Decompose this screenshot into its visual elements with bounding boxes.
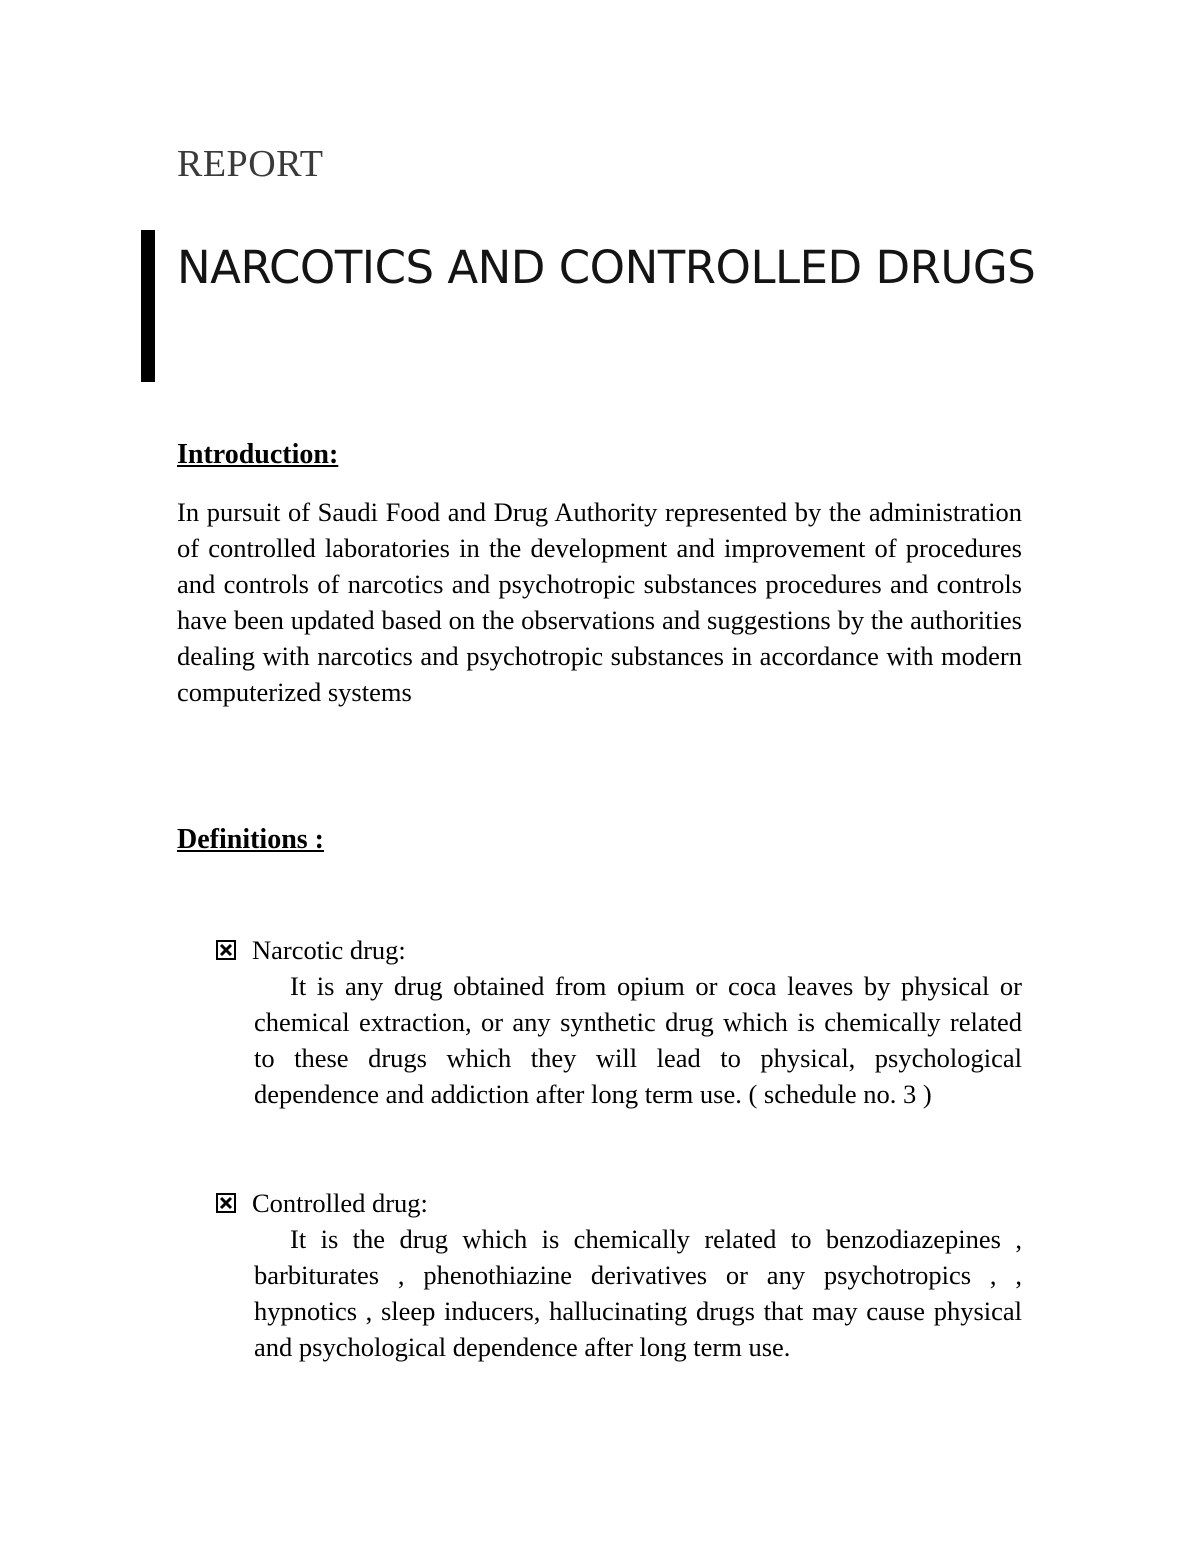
- definition-text: It is any drug obtained from opium or coca leaves by physical or chemical extraction, or any synthetic drug which is chemically related to these drugs which they will lead to physical, psychological dependence and addiction after long term use. ( schedule no. 3 ): [254, 971, 1022, 1109]
- definition-term: Narcotic drug:: [252, 935, 406, 965]
- definitions-heading: Definitions :: [177, 824, 324, 855]
- introduction-heading: Introduction:: [177, 439, 339, 470]
- introduction-paragraph: In pursuit of Saudi Food and Drug Authority represented by the administration of controlled laboratories in the development and improvement of procedures and controls of narcotics and psychotropic substances procedures and controls have been updated based on the observations and suggestions by the authorities dealing with narcotics and psychotropic substances in accordance with modern computerized systems: [177, 497, 1022, 707]
- definition-item: [216, 932, 1022, 1112]
- definition-text: It is the drug which is chemically related to benzodiazepines , barbiturates , phenothiazine derivatives or any psychotropics , , hypnotics , sleep inducers, hallucinating drugs that may cause physical and psychological dependence after long term use.: [254, 1224, 1022, 1362]
- checkbox-x-icon: [216, 1193, 236, 1213]
- title-accent-bar: [141, 230, 155, 382]
- definition-term: Controlled drug:: [252, 1188, 428, 1218]
- definition-item: [216, 1185, 1022, 1365]
- document-title: NARCOTICS AND CONTROLLED DRUGS: [177, 241, 1036, 294]
- checkbox-x-icon: [216, 940, 236, 960]
- report-label: REPORT: [177, 143, 324, 185]
